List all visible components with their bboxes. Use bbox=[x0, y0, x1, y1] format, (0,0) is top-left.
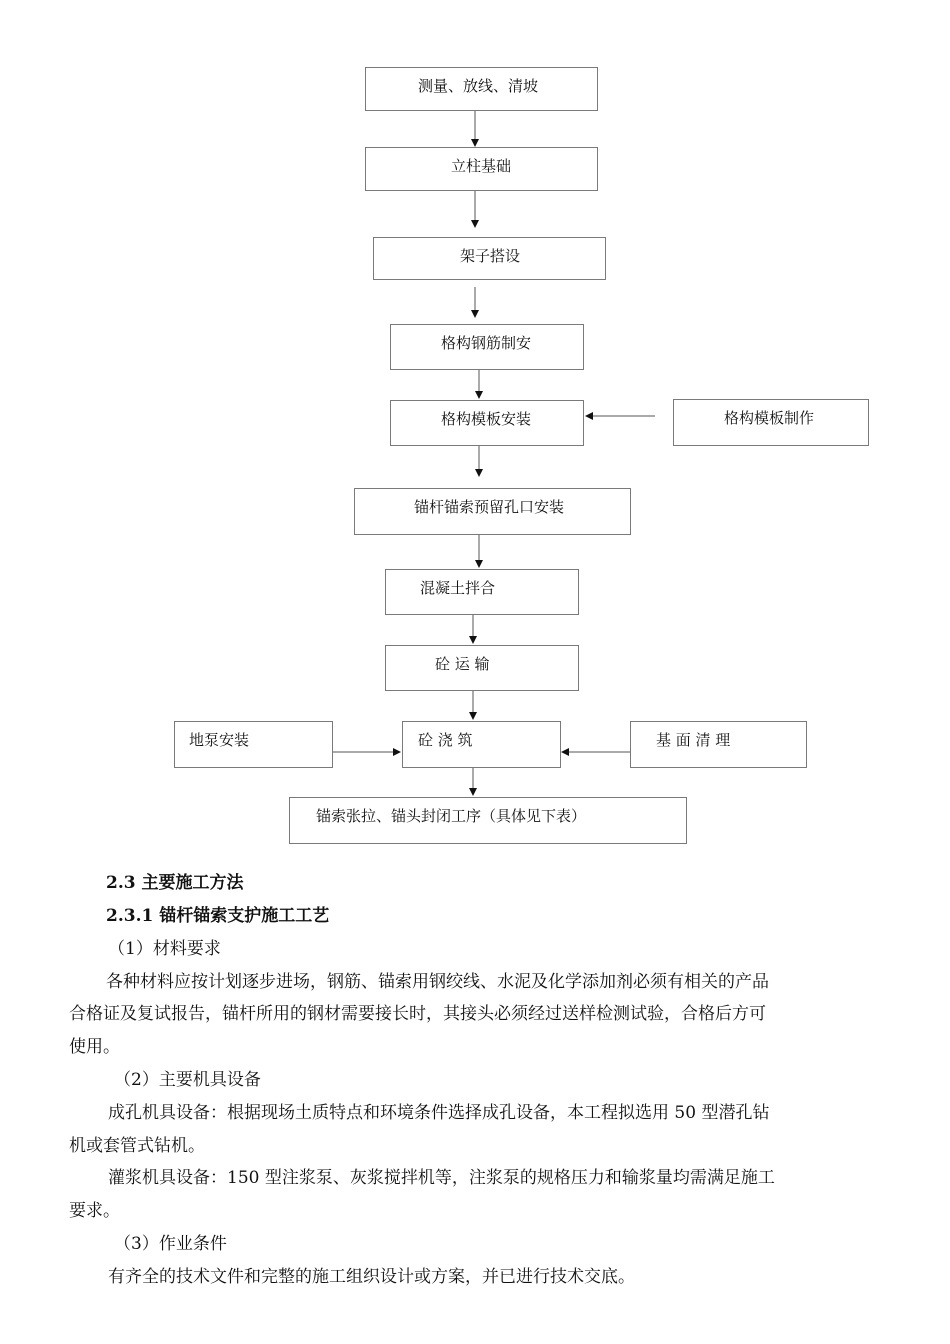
flow-step-pump-install: 地泵安装 bbox=[174, 721, 333, 768]
flow-step-base-clean: 基 面 清 理 bbox=[630, 721, 807, 768]
subsection-heading: 2.3.1 锚杆锚索支护施工工艺 bbox=[106, 906, 330, 926]
item-heading-equipment: （2）主要机具设备 bbox=[114, 1070, 261, 1090]
flow-step-concrete-transport: 砼 运 输 bbox=[385, 645, 579, 691]
flow-step-scaffold: 架子搭设 bbox=[373, 237, 606, 280]
flow-step-tensioning: 锚索张拉、锚头封闭工序（具体见下表） bbox=[289, 797, 687, 844]
flow-step-anchor-hole: 锚杆锚索预留孔口安装 bbox=[354, 488, 631, 535]
section-heading: 2.3 主要施工方法 bbox=[106, 873, 244, 893]
item-heading-materials: （1）材料要求 bbox=[108, 939, 221, 959]
flow-step-formwork-make: 格构模板制作 bbox=[673, 399, 869, 446]
paragraph-line: 有齐全的技术文件和完整的施工组织设计或方案，并已进行技术交底。 bbox=[108, 1267, 635, 1287]
paragraph-line: 使用。 bbox=[69, 1037, 120, 1057]
flow-step-concrete-pour: 砼 浇 筑 bbox=[402, 721, 561, 768]
flow-step-column-foundation: 立柱基础 bbox=[365, 147, 598, 191]
flow-step-rebar: 格构钢筋制安 bbox=[390, 324, 584, 370]
flow-step-concrete-mix: 混凝土拌合 bbox=[385, 569, 579, 615]
paragraph-line: 成孔机具设备：根据现场土质特点和环境条件选择成孔设备，本工程拟选用 50 型潜孔钻 bbox=[108, 1103, 770, 1123]
paragraph-line: 要求。 bbox=[69, 1201, 120, 1221]
item-heading-conditions: （3）作业条件 bbox=[114, 1234, 227, 1254]
flow-step-formwork-install: 格构模板安装 bbox=[390, 400, 584, 446]
paragraph-line: 合格证及复试报告，锚杆所用的钢材需要接长时，其接头必须经过送样检测试验，合格后方可 bbox=[69, 1004, 766, 1024]
paragraph-line: 灌浆机具设备：150 型注浆泵、灰浆搅拌机等，注浆泵的规格压力和输浆量均需满足施工 bbox=[108, 1168, 775, 1188]
flow-step-survey: 测量、放线、清坡 bbox=[365, 67, 598, 111]
paragraph-line: 各种材料应按计划逐步进场，钢筋、锚索用钢绞线、水泥及化学添加剂必须有相关的产品 bbox=[106, 972, 769, 992]
paragraph-line: 机或套管式钻机。 bbox=[69, 1136, 205, 1156]
